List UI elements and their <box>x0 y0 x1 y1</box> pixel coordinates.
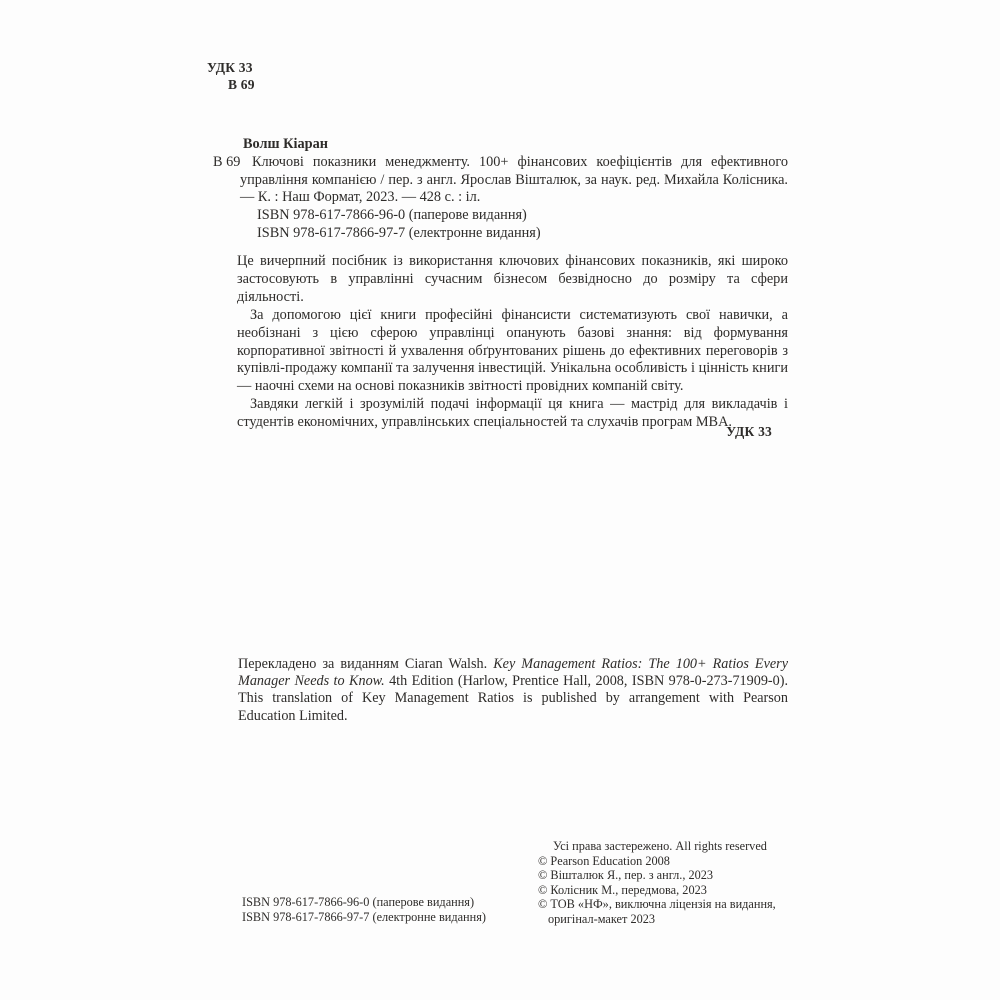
rights-statement: Усі права застережено. All rights reserved <box>553 839 767 853</box>
catalog-entry-label: В 69 <box>213 153 241 170</box>
copyright-line: © Колісник М., передмова, 2023 <box>538 882 707 897</box>
bbk-code: В 69 <box>228 76 255 92</box>
book-author: Волш Кіаран <box>243 136 328 152</box>
source-note-suffix: 4th Edition (Harlow, Prentice Hall, 2008, ISBN 978-0-273-71909-0). This translation of Key Management Ratios is published by arrangement with Pearson Education Limited. <box>238 673 789 724</box>
classification-codes <box>207 60 255 93</box>
footer-isbn-ebook: ISBN 978-617-7866-97-7 (електронне видання) <box>242 910 486 925</box>
annotation-paragraph-3: Завдяки легкій і зрозумілій подачі інформації ця книга — мастрід для викладачів і студентів економічних, управлінських спеціальностей та слухачів програм MBA. <box>237 396 788 431</box>
annotation-block <box>237 253 788 432</box>
isbn-ebook-line: ISBN 978-617-7866-97-7 (електронне видання) <box>257 224 541 241</box>
source-title-italic: Key Management Ratios: The 100+ Ratios Every Manager Needs to Know. <box>238 656 788 690</box>
footer-isbn-block <box>242 895 486 925</box>
source-note-prefix: Перекладено за виданням Ciaran Walsh. <box>238 656 494 672</box>
udk-footer-code: УДК 33 <box>726 424 772 439</box>
annotation-paragraph-1: Це вичерпний посібник із використання ключових фінансових показників, які широко застосовують в управлінні сучасним бізнесом безвідносно до розміру та сфери діяльності. <box>237 253 788 305</box>
catalog-entry <box>213 154 788 207</box>
source-edition-note <box>238 656 788 725</box>
copyright-line: © Вішталюк Я., пер. з англ., 2023 <box>538 868 714 883</box>
catalog-entry-text: Ключові показники менеджменту. 100+ фінансових коефіцієнтів для ефективного управління компанією / пер. з англ. Ярослав Вішталюк, за наук. ред. Михайла Колісника. — К. : Наш Формат, 2023. — 428 с. : іл. <box>240 153 788 206</box>
udk-code: УДК 33 <box>207 60 253 75</box>
copyright-line: © Pearson Education 2008 <box>538 853 670 868</box>
copyright-line: © ТОВ «НФ», виключна ліцензія на видання, <box>538 897 776 912</box>
catalog-card <box>213 136 788 243</box>
copyright-block <box>538 839 776 927</box>
copyright-line-continuation: оригінал-макет 2023 <box>548 911 656 926</box>
isbn-print-line: ISBN 978-617-7866-96-0 (паперове видання) <box>257 207 527 224</box>
annotation-paragraph-2: За допомогою цієї книги професійні фінансисти систематизують свої навички, а необізнані з цією сферою управлінці опанують базові знання: від формування корпоративної звітності й ухвалення обґрунтованих рішень до ефективних переговорів з купівлі-продажу компанії та залучення інвестицій. Унікальна особливість і цінність книги — наочні схеми на основі показників звітності провідних компаній світу. <box>237 306 788 395</box>
footer-isbn-print: ISBN 978-617-7866-96-0 (паперове видання) <box>242 895 475 909</box>
